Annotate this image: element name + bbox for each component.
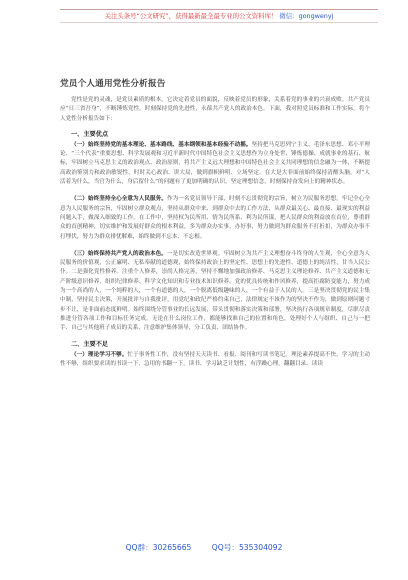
strength-item-1-label: （一）始终坚持党的基本理论、基本路线、基本纲领和基本经验不动摇。 <box>71 141 252 148</box>
footer-contacts <box>0 542 408 553</box>
strength-item-3-label: （三）始终保持共产党人的政治本色。 <box>71 250 167 257</box>
footer-qq-number[interactable]: QQ号：535304092 <box>211 543 283 552</box>
strength-item-1 <box>60 141 370 187</box>
promo-banner[interactable] <box>60 9 378 23</box>
shortcoming-item-1-body: 忙于事务性工作，没有坚持天天读书、看报、阅刊和写读书笔记。理论素养提高不快，学习的主动性不够，组织要求读的书读一下，急用的书翻一下，读书、学习缺乏计划性，有浮躁心理，翻翻目录、读读 <box>60 351 370 367</box>
document-title: 党员个人通用党性分析报告 <box>60 79 166 89</box>
footer-qq-group[interactable]: QQ群：30265665 <box>125 543 192 552</box>
shortcoming-item-1-label: （一）理论学习不够。 <box>71 351 128 358</box>
banner-wechat: 微信：gongwenyj <box>279 12 334 20</box>
strength-item-1-body: 坚持把马克思列宁主义、毛泽东思想、邓小平理论、“三个代表”重要思想、科学发展观和习近平新时代中国特色社会主义思想作为立身处世、锤炼德操、成就事业的基石、航标，牢固树立马克思主义的政治观点、政治原则，将共产主义远大理想和中国特色社会主义共同理想的信念融为一体，不断提高政治鉴别力和政治敏锐性，时时关心政治、讲大局，做到旗帜鲜明、立场坚定、在大是大非面前始终保持清醒头脑，对“人活着为什么，当官为什么，身后留什么”的问题有了更加明确的认识，坚定理想信念，时刻保持奋发向上的精神状态。 <box>60 141 370 186</box>
section-heading-shortcomings: 二、主要不足 <box>71 340 109 348</box>
banner-text: 关注头条号“公文研究”，获得最新最全最专业的公文资料库！ <box>104 12 278 20</box>
strength-item-2-label: （二）始终坚持全心全意为人民服务。 <box>71 196 167 203</box>
shortcoming-item-1 <box>60 351 370 370</box>
strength-item-3-body: 一是切实改造世界观。牢固树立为共产主义理想奋斗终身的人生观，全心全意为人民服务的价值观，公正廉明、无私奉献的道德观，始终保持政治上的坚定性、思想上的先进性、道德上的纯洁性，甘当人民公仆。二是强化党性修养。注重个人修养，崇尚人格完善，坚持不懈地加强政治修养、马克思主义理论修养、共产主义道德和无产阶级意识修养、组织纪律修养、科学文化知识和专业技术知识修养。党的优良传统和作风修养，提高拒腐防变能力，努力成为一个高尚的人，一个纯粹的人，一个有道德的人，一个脱离低级趣味的人，一个有益于人民的人。三是坚决贯彻党的民主集中制，坚持民主决策，开展批评与自我批评，用党纪和政纪严格约束自己，法律规定不该作为的坚决不作为，做到原则问题寸步不让，是非面前态度鲜明。始终围绕分管事业的长远发展，带头贯彻和落实决策和部署，坚决执行各项规章制度，尽职尽责推进分管各项工作和目标任务完成。无论在什么岗位工作，都能够找准自己的位置和角色，处理好个人与组织、自己与一把手、自己与其他班子成员的关系，注意维护集体领导，分工负责、团结协作。 <box>60 250 370 332</box>
strength-item-2-body: 作为一名党员领导干部，时刻不忘贯彻党的宗旨，树立为民服务思想，牢记全心全意为人民服务的宗旨，牢固树立群众观点，坚持从群众中来、到群众中去的工作方法，从群众最关心、最直接、最现实的利益问题入手，做深入细致的工作。在工作中，坚持权为民所用、情为民所系、利为民所谋，把人民群众的利益放在首位，尊重群众的首创精神，切实维护和发展好群众的根本利益，多为群众办实事、办好事，努力做到为群众服务不打折扣，为群众办事不打埋伏，努力为群众排忧解难，始终做到不忘本、不忘根。 <box>60 196 370 240</box>
strength-item-3 <box>60 250 370 334</box>
document-body <box>60 96 370 369</box>
intro-paragraph: 党性是党的灵魂，是党员素质的根本。它决定着党员的面貌，反映着党员的形象，关系着党的事业的兴衰成败。共产党员应“日三省吾身”，不断锤炼党性，时刻保持党的先进性，永葆共产党人的政治本色。下面，我对照党员标准和工作实际，将个人党性分析报告如下： <box>60 97 370 122</box>
section-heading-strengths: 一、主要优点 <box>71 130 109 138</box>
strength-item-2 <box>60 195 370 241</box>
